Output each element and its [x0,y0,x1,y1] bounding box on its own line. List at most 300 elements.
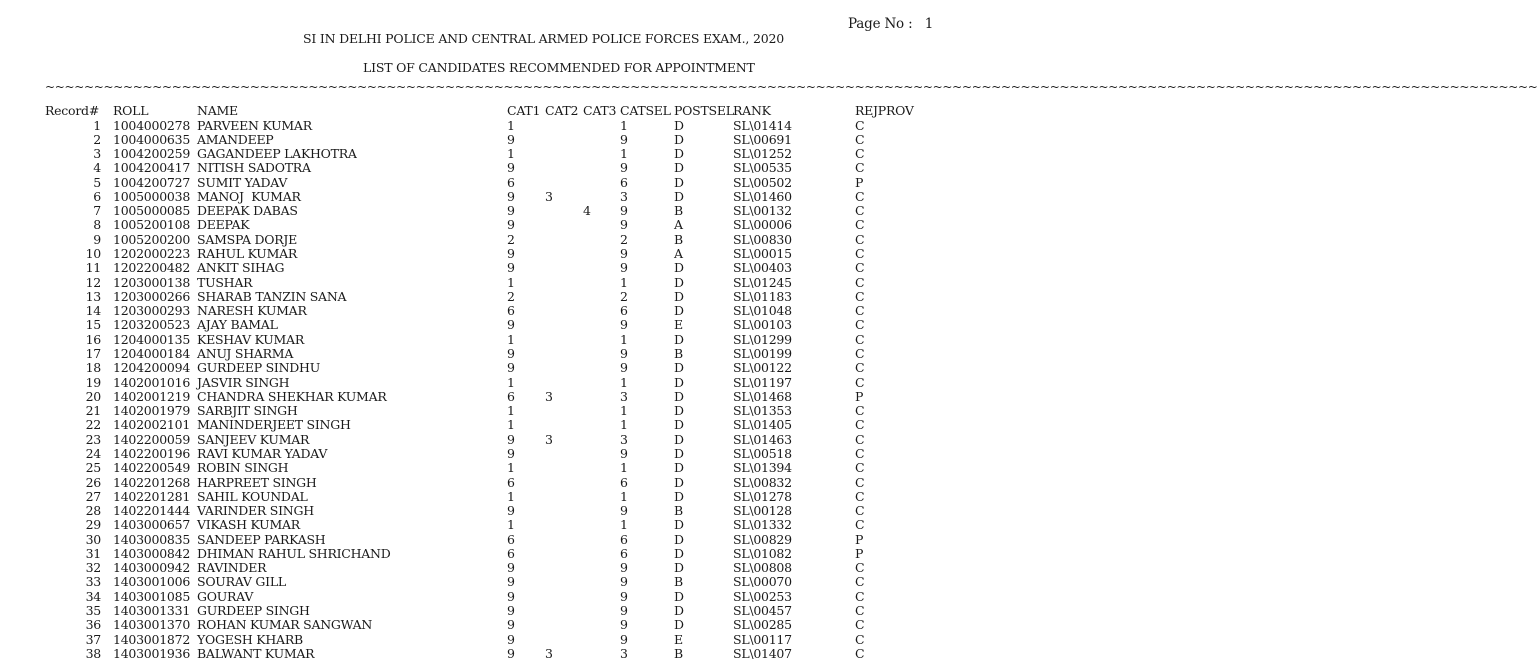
roll-number: 1403000942 [113,560,191,576]
table-row [0,460,1097,474]
rejprov-value: C [855,560,865,576]
rejprov-value: C [855,588,865,604]
cat1-value: 1 [507,417,515,433]
record-number: 34 [85,588,101,604]
cat2-value: 3 [545,645,553,661]
record-number: 10 [85,246,101,262]
candidate-name: SUMIT YADAV [197,174,288,190]
col-cat1: CAT1 [507,103,541,118]
postsel-value: D [674,160,684,176]
candidate-name: GURDEEP SINDHU [197,360,320,376]
table-row [0,360,1097,374]
postsel-value: D [674,617,684,633]
roll-number: 1403001085 [113,588,191,604]
rejprov-value: P [855,545,864,561]
cat1-value: 9 [507,574,515,590]
rejprov-value: C [855,645,865,661]
catsel-value: 9 [620,203,628,219]
record-number: 8 [93,217,101,233]
rank-value: SL\00808 [733,560,792,576]
table-row [0,217,1097,231]
table-row [0,132,1097,146]
catsel-value: 3 [620,388,628,404]
candidate-name: BALWANT KUMAR [197,645,315,661]
catsel-value: 9 [620,503,628,519]
candidate-name: RAVINDER [197,560,267,576]
rejprov-value: C [855,274,865,290]
record-number: 27 [85,488,101,504]
candidate-name: SOURAV GILL [197,574,286,590]
rank-value: SL\01463 [733,431,792,447]
postsel-value: D [674,331,684,347]
cat1-value: 1 [507,460,515,476]
roll-number: 1403001370 [113,617,191,633]
roll-number: 1004200417 [113,160,191,176]
table-row [0,560,1097,574]
rejprov-value: C [855,474,865,490]
catsel-value: 1 [620,460,628,476]
candidate-name: JASVIR SINGH [197,374,290,390]
rejprov-value: C [855,160,865,176]
roll-number: 1402001219 [113,388,191,404]
record-number: 3 [93,146,101,162]
catsel-value: 1 [620,417,628,433]
candidate-name: DEEPAK [197,217,250,233]
cat1-value: 9 [507,203,515,219]
postsel-value: D [674,403,684,419]
catsel-value: 9 [620,317,628,333]
table-row [0,289,1097,303]
candidate-name: SHARAB TANZIN SANA [197,288,347,304]
document-subtitle: LIST OF CANDIDATES RECOMMENDED FOR APPOINTMENT [363,60,755,75]
catsel-value: 3 [620,431,628,447]
roll-number: 1004000635 [113,131,191,147]
rejprov-value: C [855,117,865,133]
postsel-value: D [674,460,684,476]
record-number: 17 [85,345,101,361]
candidate-name: ANUJ SHARMA [197,345,294,361]
roll-number: 1005000038 [113,188,191,204]
cat1-value: 9 [507,603,515,619]
cat1-value: 9 [507,160,515,176]
candidate-name: ROHAN KUMAR SANGWAN [197,617,373,633]
rejprov-value: P [855,174,864,190]
postsel-value: B [674,503,683,519]
roll-number: 1204000184 [113,345,191,361]
rejprov-value: C [855,431,865,447]
candidate-name: GOURAV [197,588,254,604]
candidate-name: SANDEEP PARKASH [197,531,326,547]
table-row [0,375,1097,389]
cat1-value: 6 [507,174,515,190]
roll-number: 1402001979 [113,403,191,419]
catsel-value: 9 [620,246,628,262]
postsel-value: B [674,645,683,661]
postsel-value: D [674,146,684,162]
rejprov-value: P [855,531,864,547]
rejprov-value: C [855,360,865,376]
cat1-value: 9 [507,260,515,276]
table-row [0,603,1097,617]
table-row [0,232,1097,246]
cat1-value: 9 [507,131,515,147]
rejprov-value: C [855,231,865,247]
catsel-value: 1 [620,403,628,419]
table-row [0,617,1097,631]
postsel-value: D [674,174,684,190]
table-row [0,446,1097,460]
table-row [0,346,1097,360]
rank-value: SL\01278 [733,488,792,504]
candidate-name: HARPREET SINGH [197,474,317,490]
table-row [0,275,1097,289]
cat1-value: 9 [507,503,515,519]
candidate-name: ANKIT SIHAG [197,260,285,276]
candidate-name: DEEPAK DABAS [197,203,298,219]
rank-value: SL\01414 [733,117,792,133]
record-number: 30 [85,531,101,547]
rank-value: SL\00103 [733,317,792,333]
col-cat3: CAT3 [583,103,617,118]
rank-value: SL\00006 [733,217,792,233]
rank-value: SL\00253 [733,588,792,604]
tilde-separator: ~~~~~~~~~~~~~~~~~~~~~~~~~~~~~~~~~~~~~~~~~~~~~~~~~~~~~~~~~~~~~~~~~~~~~~~~~~~~~~~~~~~~~~~~~~~~~~~~~~~~~~~~~~~~~~~~~~~~~~~~~~~~~~~~~~~~~~~~~~~~~~~~~~~~~~~~~ [45,80,1537,94]
cat1-value: 9 [507,317,515,333]
candidate-name: GURDEEP SINGH [197,603,310,619]
record-number: 14 [85,303,101,319]
rank-value: SL\01332 [733,517,792,533]
record-number: 25 [85,460,101,476]
rank-value: SL\01197 [733,374,792,390]
catsel-value: 3 [620,188,628,204]
cat1-value: 2 [507,231,515,247]
table-row [0,517,1097,531]
rank-value: SL\00832 [733,474,792,490]
roll-number: 1202200482 [113,260,191,276]
rejprov-value: C [855,260,865,276]
candidate-name: SAHIL KOUNDAL [197,488,308,504]
rank-value: SL\01394 [733,460,792,476]
record-number: 2 [93,131,101,147]
rank-value: SL\00128 [733,503,792,519]
postsel-value: D [674,388,684,404]
candidate-name: MANOJ KUMAR [197,188,301,204]
postsel-value: D [674,474,684,490]
rejprov-value: C [855,403,865,419]
candidate-name: AMANDEEP [197,131,274,147]
record-number: 19 [85,374,101,390]
rejprov-value: C [855,317,865,333]
catsel-value: 1 [620,274,628,290]
postsel-value: D [674,445,684,461]
cat1-value: 1 [507,403,515,419]
roll-number: 1203200523 [113,317,191,333]
record-number: 12 [85,274,101,290]
catsel-value: 1 [620,517,628,533]
rejprov-value: C [855,574,865,590]
roll-number: 1403001006 [113,574,191,590]
cat3-value: 4 [583,203,591,219]
record-number: 33 [85,574,101,590]
postsel-value: D [674,531,684,547]
cat1-value: 9 [507,445,515,461]
catsel-value: 9 [620,160,628,176]
rank-value: SL\00518 [733,445,792,461]
roll-number: 1005000085 [113,203,191,219]
table-row [0,632,1097,646]
roll-number: 1402200059 [113,431,191,447]
postsel-value: D [674,431,684,447]
rank-value: SL\01245 [733,274,792,290]
cat1-value: 9 [507,345,515,361]
record-number: 23 [85,431,101,447]
table-row [0,317,1097,331]
roll-number: 1402201268 [113,474,191,490]
rejprov-value: C [855,188,865,204]
col-record: Record# [45,103,100,118]
cat1-value: 1 [507,274,515,290]
roll-number: 1403000657 [113,517,191,533]
catsel-value: 9 [620,131,628,147]
page-number [848,16,933,32]
roll-number: 1204200094 [113,360,191,376]
rank-value: SL\01407 [733,645,792,661]
candidate-name: TUSHAR [197,274,253,290]
rank-value: SL\00122 [733,360,792,376]
catsel-value: 2 [620,288,628,304]
rank-value: SL\00502 [733,174,792,190]
rejprov-value: C [855,488,865,504]
table-row [0,646,1097,660]
table-row [0,260,1097,274]
record-number: 24 [85,445,101,461]
record-number: 6 [93,188,101,204]
col-rejprov: REJPROV [855,103,914,118]
candidate-name: ROBIN SINGH [197,460,289,476]
catsel-value: 9 [620,631,628,647]
roll-number: 1004200727 [113,174,191,190]
table-row [0,589,1097,603]
postsel-value: D [674,560,684,576]
postsel-value: D [674,131,684,147]
cat1-value: 9 [507,617,515,633]
table-row [0,189,1097,203]
col-postsel: POSTSEL [674,103,734,118]
candidate-name: CHANDRA SHEKHAR KUMAR [197,388,387,404]
catsel-value: 9 [620,560,628,576]
rank-value: SL\00015 [733,246,792,262]
cat1-value: 9 [507,188,515,204]
postsel-value: D [674,360,684,376]
postsel-value: D [674,417,684,433]
postsel-value: D [674,545,684,561]
roll-number: 1403001331 [113,603,191,619]
postsel-value: D [674,188,684,204]
rejprov-value: C [855,503,865,519]
rejprov-value: P [855,388,864,404]
candidate-name: MANINDERJEET SINGH [197,417,351,433]
postsel-value: D [674,517,684,533]
cat1-value: 9 [507,588,515,604]
roll-number: 1403000842 [113,545,191,561]
rank-value: SL\00535 [733,160,792,176]
catsel-value: 1 [620,331,628,347]
postsel-value: D [674,603,684,619]
rank-value: SL\00132 [733,203,792,219]
record-number: 22 [85,417,101,433]
table-row [0,246,1097,260]
record-number: 35 [85,603,101,619]
catsel-value: 1 [620,117,628,133]
record-number: 37 [85,631,101,647]
candidate-name: DHIMAN RAHUL SHRICHAND [197,545,391,561]
record-number: 38 [85,645,101,661]
rejprov-value: C [855,517,865,533]
catsel-value: 1 [620,374,628,390]
table-row [0,203,1097,217]
catsel-value: 1 [620,146,628,162]
candidate-name: AJAY BAMAL [197,317,278,333]
cat1-value: 6 [507,531,515,547]
rank-value: SL\01460 [733,188,792,204]
cat1-value: 6 [507,303,515,319]
cat1-value: 9 [507,360,515,376]
roll-number: 1004000278 [113,117,191,133]
roll-number: 1202000223 [113,246,191,262]
rejprov-value: C [855,603,865,619]
candidate-name: RAHUL KUMAR [197,246,298,262]
rank-value: SL\00070 [733,574,792,590]
roll-number: 1203000266 [113,288,191,304]
roll-number: 1402002101 [113,417,191,433]
record-number: 21 [85,403,101,419]
roll-number: 1204000135 [113,331,191,347]
document-title: SI IN DELHI POLICE AND CENTRAL ARMED POLICE FORCES EXAM., 2020 [303,31,784,46]
candidate-name: SANJEEV KUMAR [197,431,310,447]
record-number: 5 [93,174,101,190]
table-row [0,417,1097,431]
roll-number: 1004200259 [113,146,191,162]
cat1-value: 1 [507,146,515,162]
table-row [0,118,1097,132]
table-row [0,475,1097,489]
catsel-value: 2 [620,231,628,247]
roll-number: 1403001872 [113,631,191,647]
roll-number: 1402200549 [113,460,191,476]
rejprov-value: C [855,374,865,390]
cat1-value: 6 [507,474,515,490]
postsel-value: B [674,231,683,247]
cat1-value: 9 [507,217,515,233]
roll-number: 1402201281 [113,488,191,504]
col-name: NAME [197,103,238,118]
table-row [0,175,1097,189]
roll-number: 1402001016 [113,374,191,390]
table-row [0,403,1097,417]
catsel-value: 9 [620,360,628,376]
candidate-name: PARVEEN KUMAR [197,117,312,133]
roll-number: 1403000835 [113,531,191,547]
cat2-value: 3 [545,431,553,447]
catsel-value: 6 [620,531,628,547]
record-number: 20 [85,388,101,404]
rank-value: SL\00199 [733,345,792,361]
roll-number: 1402200196 [113,445,191,461]
rejprov-value: C [855,146,865,162]
rejprov-value: C [855,246,865,262]
candidate-name: VIKASH KUMAR [197,517,300,533]
rejprov-value: C [855,631,865,647]
cat2-value: 3 [545,388,553,404]
col-rank: RANK [733,103,771,118]
table-row [0,146,1097,160]
record-number: 11 [85,260,101,276]
catsel-value: 9 [620,260,628,276]
rejprov-value: C [855,445,865,461]
record-number: 32 [85,560,101,576]
table-row [0,332,1097,346]
catsel-value: 6 [620,474,628,490]
catsel-value: 9 [620,217,628,233]
catsel-value: 9 [620,588,628,604]
page-number-value: 1 [924,16,934,32]
postsel-value: A [674,246,683,262]
postsel-value: D [674,288,684,304]
catsel-value: 9 [620,345,628,361]
catsel-value: 6 [620,174,628,190]
table-row [0,489,1097,503]
record-number: 4 [93,160,101,176]
candidate-name: SARBJIT SINGH [197,403,298,419]
table-row [0,303,1097,317]
record-number: 29 [85,517,101,533]
rejprov-value: C [855,417,865,433]
catsel-value: 6 [620,303,628,319]
catsel-value: 9 [620,603,628,619]
rank-value: SL\01082 [733,545,792,561]
cat1-value: 1 [507,331,515,347]
rank-value: SL\00829 [733,531,792,547]
candidate-name: KESHAV KUMAR [197,331,304,347]
cat1-value: 1 [507,117,515,133]
candidate-name: SAMSPA DORJE [197,231,298,247]
rank-value: SL\01252 [733,146,792,162]
rank-value: SL\00403 [733,260,792,276]
roll-number: 1005200108 [113,217,191,233]
record-number: 18 [85,360,101,376]
rejprov-value: C [855,217,865,233]
roll-number: 1005200200 [113,231,191,247]
catsel-value: 9 [620,617,628,633]
table-row [0,546,1097,560]
cat1-value: 2 [507,288,515,304]
cat1-value: 9 [507,631,515,647]
rank-value: SL\01468 [733,388,792,404]
candidate-name: NARESH KUMAR [197,303,307,319]
rejprov-value: C [855,303,865,319]
postsel-value: D [674,488,684,504]
cat1-value: 9 [507,560,515,576]
record-number: 13 [85,288,101,304]
rank-value: SL\00830 [733,231,792,247]
candidate-name: YOGESH KHARB [197,631,303,647]
rank-value: SL\00285 [733,617,792,633]
postsel-value: E [674,631,683,647]
postsel-value: B [674,345,683,361]
postsel-value: A [674,217,683,233]
postsel-value: B [674,203,683,219]
record-number: 9 [93,231,101,247]
